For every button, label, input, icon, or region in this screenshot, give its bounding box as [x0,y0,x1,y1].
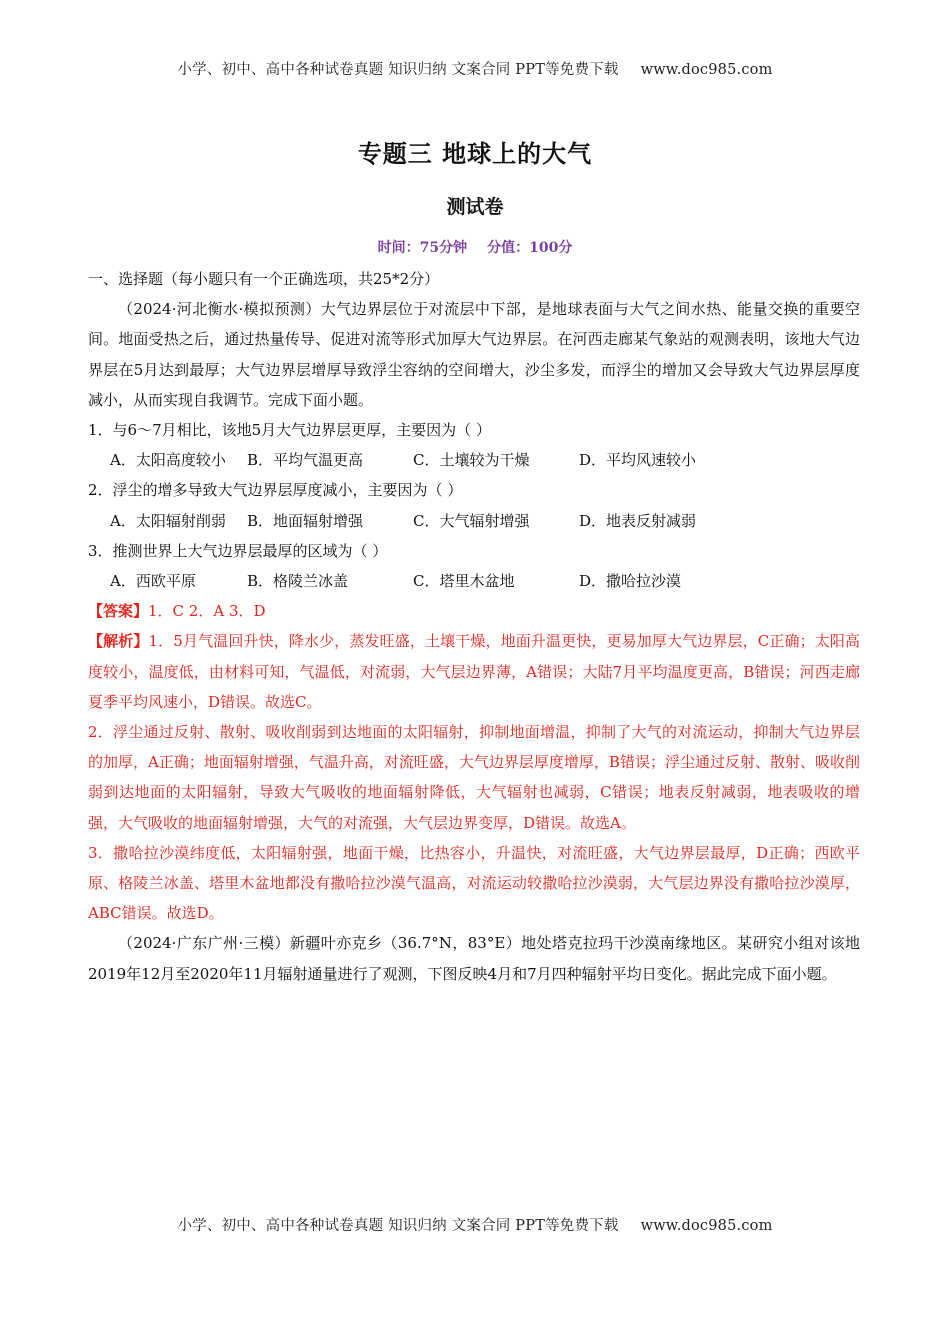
q1-option-b: B．平均气温更高 [247,451,364,470]
q2-option-b: B．地面辐射增强 [247,511,364,530]
answer-text: 1．C 2．A 3．D [148,602,266,621]
section-heading: 一、选择题（每小题只有一个正确选项，共25*2分） [88,270,440,288]
analysis-label: 【解析】 [88,632,149,651]
q2-option-a: A．太阳辐射削弱 [110,511,226,530]
q3-option-c: C．塔里木盆地 [413,572,515,591]
analysis-1-text: 1．5月气温回升快，降水少，蒸发旺盛，土壤干燥，地面升温更快，更易加厚大气边界层，C正确；太阳高度较小，温度低，由材料可知，气温低，对流弱，大气层边界薄，A错误；大陆7月平均温度更高，B错误；河西走廊夏季平均风速小，D错误。故选C。 [88,632,860,711]
footer-text: 小学、初中、高中各种试卷真题 知识归纳 文案合同 PPT等免费下载 [177,1218,619,1234]
q1-option-a: A．太阳高度较小 [110,451,226,470]
exam-time: 时间：75分钟 [377,240,468,256]
footer-site-link[interactable]: www.doc985.com [640,1218,773,1234]
document-body [88,264,860,989]
q3-option-b: B．格陵兰冰盖 [247,572,349,591]
question-3-options [88,566,860,596]
answer-line [88,596,860,626]
question-1-options [88,445,860,475]
q3-option-d: D．撒哈拉沙漠 [579,572,682,591]
q2-option-c: C．大气辐射增强 [413,511,530,530]
passage-2: （2024·广东广州·三模）新疆叶亦克乡（36.7°N，83°E）地处塔克拉玛干沙漠南缘地区。某研究小组对该地2019年12月至2020年11月辐射通量进行了观测，下图反映4月和7月四种辐射平均日变化。据此完成下面小题。 [88,934,860,983]
header-text: 小学、初中、高中各种试卷真题 知识归纳 文案合同 PPT等免费下载 [177,62,619,78]
q3-option-a: A．西欧平原 [110,572,196,591]
q1-option-c: C．土壤较为干燥 [413,451,530,470]
document-title: 专题三 地球上的大气 [357,140,593,168]
q1-option-d: D．平均风速较小 [579,451,697,470]
question-3-stem: 3．推测世界上大气边界层最厚的区域为（ ） [88,541,388,560]
page-header [0,58,950,79]
page-footer [0,1214,950,1235]
question-1-stem: 1．与6～7月相比，该地5月大气边界层更厚，主要因为（ ） [88,421,491,440]
analysis-3: 3．撒哈拉沙漠纬度低，太阳辐射强，地面干燥，比热容小，升温快，对流旺盛，大气边界层最厚，D正确；西欧平原、格陵兰冰盖、塔里木盆地都没有撒哈拉沙漠气温高，对流运动较撒哈拉沙漠弱，大气层边界没有撒哈拉沙漠厚，ABC错误。故选D。 [88,843,860,923]
analysis-2: 2．浮尘通过反射、散射、吸收削弱到达地面的太阳辐射，抑制地面增温，抑制了大气的对流运动，抑制大气边界层的加厚，A正确；地面辐射增强，气温升高，对流旺盛，大气边界层厚度增厚，B错误；浮尘通过反射、散射、吸收削弱到达地面的太阳辐射，导致大气吸收的地面辐射降低，大气辐射也减弱，C错误；地表反射减弱，地表吸收的增强，大气吸收的地面辐射增强，大气的对流强，大气层边界变厚，D错误。故选A。 [88,723,860,832]
answer-label: 【答案】 [88,602,149,621]
header-site-link[interactable]: www.doc985.com [640,62,773,78]
document-subtitle: 测试卷 [446,196,504,218]
question-2-stem: 2．浮尘的增多导致大气边界层厚度减小，主要因为（ ） [88,481,463,500]
q2-option-d: D．地表反射减弱 [579,511,697,530]
exam-meta [0,237,950,257]
question-2-options [88,506,860,536]
analysis-1 [88,626,860,717]
exam-score: 分值：100分 [487,240,573,256]
passage-1: （2024·河北衡水·模拟预测）大气边界层位于对流层中下部，是地球表面与大气之间水热、能量交换的重要空间。地面受热之后，通过热量传导、促进对流等形式加厚大气边界层。在河西走廊某气象站的观测表明，该地大气边界层在5月达到最厚；大气边界层增厚导致浮尘容纳的空间增大，沙尘多发，而浮尘的增加又会导致大气边界层厚度减小，从而实现自我调节。完成下面小题。 [88,300,860,409]
